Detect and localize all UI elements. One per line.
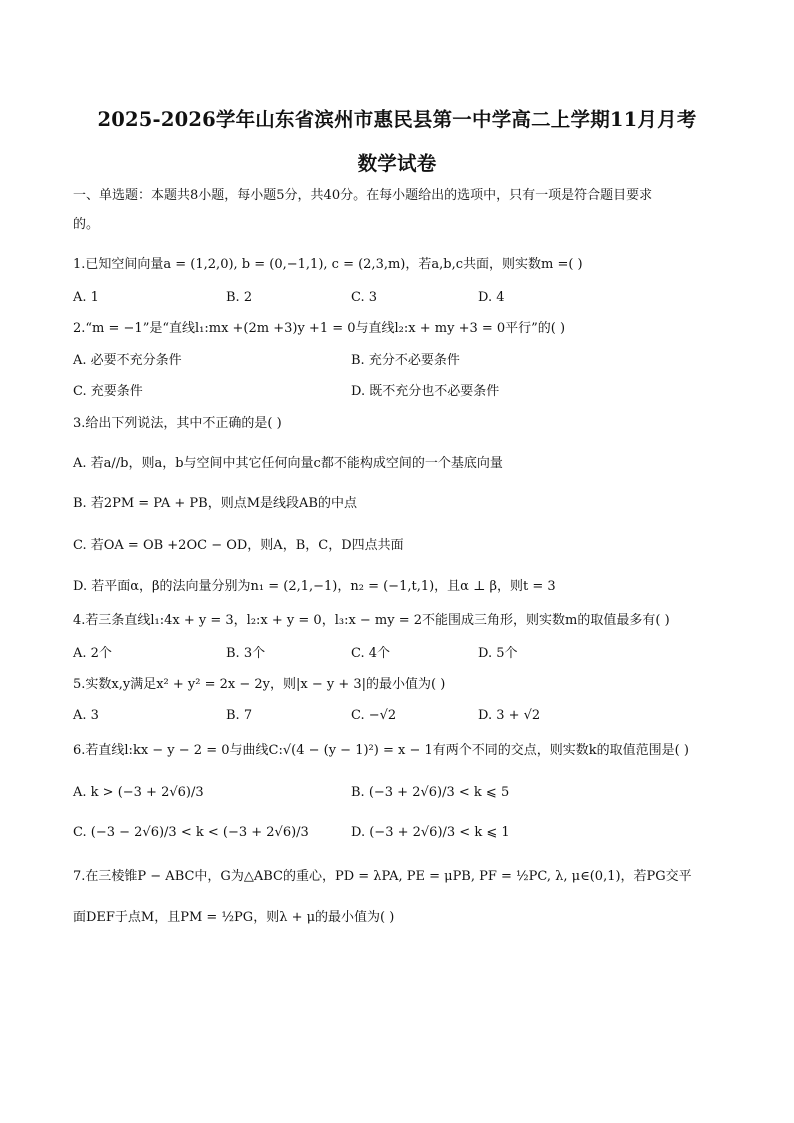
- q3-option-b: B. 若2PM = PA + PB，则点M是线段AB的中点: [73, 496, 357, 511]
- question-1-stem: 1.已知空间向量a = (1,2,0), b = (0,−1,1), c = (2,3,m)，若a,b,c共面，则实数m =( ): [73, 257, 583, 272]
- q4-option-b: B. 3个: [226, 646, 266, 661]
- question-7-stem-cont: 面DEF于点M，且PM = ½PG，则λ + μ的最小值为( ): [73, 910, 395, 925]
- q6-option-b: B. (−3 + 2√6)/3 < k ⩽ 5: [351, 785, 510, 800]
- q6-option-d: D. (−3 + 2√6)/3 < k ⩽ 1: [351, 825, 510, 840]
- q3-option-a: A. 若a//b，则a，b与空间中其它任何向量c都不能构成空间的一个基底向量: [73, 456, 503, 471]
- q2-option-c: C. 充要条件: [73, 384, 143, 399]
- q5-option-a: A. 3: [73, 708, 99, 723]
- q4-option-c: C. 4个: [351, 646, 391, 661]
- exam-title-line2: 数学试卷: [357, 152, 437, 175]
- q3-option-d: D. 若平面α，β的法向量分别为n₁ = (2,1,−1)，n₂ = (−1,t,1)，且α ⊥ β，则t = 3: [73, 579, 556, 594]
- exam-title-line1: 2025-2026学年山东省滨州市惠民县第一中学高二上学期11月月考: [97, 108, 697, 131]
- q4-option-a: A. 2个: [73, 646, 112, 661]
- question-4-stem: 4.若三条直线l₁:4x + y = 3，l₂:x + y = 0，l₃:x − my = 2不能围成三角形，则实数m的取值最多有( ): [73, 613, 670, 628]
- q1-option-b: B. 2: [226, 290, 253, 305]
- q5-option-c: C. −√2: [351, 708, 397, 723]
- q1-option-d: D. 4: [478, 290, 505, 305]
- q2-option-b: B. 充分不必要条件: [351, 353, 460, 368]
- question-5-stem: 5.实数x,y满足x² + y² = 2x − 2y，则|x − y + 3|的最小值为( ): [73, 677, 446, 692]
- section-heading-cont: 的。: [73, 217, 100, 232]
- section-heading: 一、单选题：本题共8小题，每小题5分，共40分。在每小题给出的选项中，只有一项是符合题目要求: [73, 188, 653, 203]
- question-2-stem: 2.“m = −1”是“直线l₁:mx +(2m +3)y +1 = 0与直线l₂:x + my +3 = 0平行”的( ): [73, 321, 566, 336]
- q2-option-a: A. 必要不充分条件: [73, 353, 182, 368]
- question-7-stem: 7.在三棱锥P − ABC中，G为△ABC的重心，PD = λPA, PE = μPB, PF = ½PC, λ, μ∈(0,1)，若PG交平: [73, 869, 692, 884]
- q5-option-d: D. 3 + √2: [478, 708, 541, 723]
- q1-option-c: C. 3: [351, 290, 378, 305]
- q3-option-c: C. 若OA = OB +2OC − OD，则A，B，C，D四点共面: [73, 538, 404, 553]
- q4-option-d: D. 5个: [478, 646, 518, 661]
- q6-option-c: C. (−3 − 2√6)/3 < k < (−3 + 2√6)/3: [73, 825, 309, 840]
- question-6-stem: 6.若直线l:kx − y − 2 = 0与曲线C:√(4 − (y − 1)²) = x − 1有两个不同的交点，则实数k的取值范围是( ): [73, 743, 689, 758]
- q5-option-b: B. 7: [226, 708, 253, 723]
- q6-option-a: A. k > (−3 + 2√6)/3: [73, 785, 204, 800]
- question-3-stem: 3.给出下列说法，其中不正确的是( ): [73, 416, 282, 431]
- q1-option-a: A. 1: [73, 290, 99, 305]
- q2-option-d: D. 既不充分也不必要条件: [351, 384, 500, 399]
